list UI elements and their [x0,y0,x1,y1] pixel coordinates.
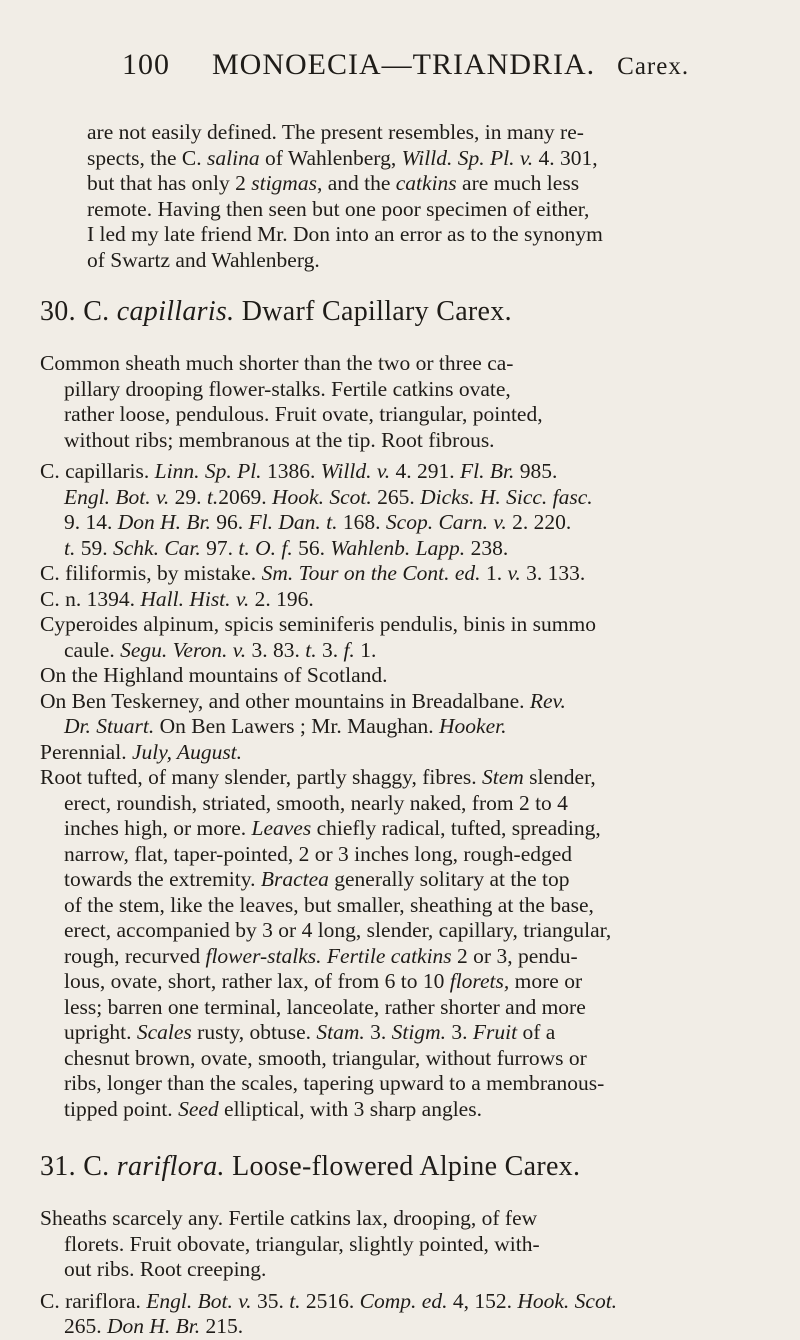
text-line: out ribs. Root creeping. [64,1257,267,1281]
synonymy-31 [40,1289,762,1340]
text-line: without ribs; membranous at the tip. Root fibrous. [64,427,495,452]
text-line: rather loose, pendulous. Fruit ovate, triangular, pointed, [64,402,543,426]
species-heading-31: 31. C. rariflora. Loose-flowered Alpine Carex. [40,1151,581,1182]
text-line: Sheaths scarcely any. Fertile catkins lax, drooping, of few [40,1206,538,1230]
text-line: erect, accompanied by 3 or 4 long, slender, capillary, triangular, [64,918,612,942]
species-diagnosis-31 [40,1206,762,1283]
text-line: Engl. Bot. v. 29. t.2069. Hook. Scot. 265. Dicks. H. Sicc. fasc. [64,484,593,509]
text-line: C. n. 1394. Hall. Hist. v. 2. 196. [40,586,314,611]
text-line: of Swartz and Wahlenberg. [87,247,320,272]
habitat-30 [40,663,762,765]
text-line: On the Highland mountains of Scotland. [40,663,388,687]
species-diagnosis-30 [40,351,762,453]
text-line: florets. Fruit obovate, triangular, slightly pointed, with- [64,1231,540,1256]
text-line: t. 59. Schk. Car. 97. t. O. f. 56. Wahlenb. Lapp. 238. [64,535,509,560]
running-header [122,48,742,82]
text-line: lous, ovate, short, rather lax, of from 6 to 10 florets, more or [64,969,583,993]
text-line: of the stem, like the leaves, but smaller, sheathing at the base, [64,892,594,917]
text-line: C. rariflora. Engl. Bot. v. 35. t. 2516. Comp. ed. 4, 152. Hook. Scot. [40,1288,618,1313]
text-line: I led my late friend Mr. Don into an error as to the synonym [87,222,603,246]
species-heading-30: 30. C. capillaris. Dwarf Capillary Carex. [40,296,512,327]
text-line: upright. Scales rusty, obtuse. Stam. 3. Stigm. 3. Fruit of a [64,1020,556,1044]
text-line: rough, recurved flower-stalks. Fertile catkins 2 or 3, pendu- [64,943,578,968]
text-line: pillary drooping flower-stalks. Fertile catkins ovate, [64,376,511,401]
text-line: Common sheath much shorter than the two or three ca- [40,351,514,375]
continuation-paragraph [40,120,762,273]
text-line: remote. Having then seen but one poor specimen of either, [87,196,590,221]
text-line: tipped point. Seed elliptical, with 3 sharp angles. [64,1096,482,1121]
text-line: 265. Don H. Br. 215. [64,1314,244,1338]
text-line: ribs, longer than the scales, tapering upward to a membranous- [64,1071,605,1095]
page-number: 100 [122,48,170,81]
text-line: inches high, or more. Leaves chiefly radical, tufted, spreading, [64,816,601,840]
text-line: Dr. Stuart. On Ben Lawers ; Mr. Maughan. Hooker. [64,714,507,738]
text-line: caule. Segu. Veron. v. 3. 83. t. 3. f. 1. [64,637,377,662]
text-line: C. filiformis, by mistake. Sm. Tour on the Cont. ed. 1. v. 3. 133. [40,561,586,585]
text-line: narrow, flat, taper-pointed, 2 or 3 inches long, rough-edged [64,841,573,866]
page-title: MONOECIA—TRIANDRIA. [212,48,596,81]
description-30 [40,765,762,1122]
text-line: less; barren one terminal, lanceolate, rather shorter and more [64,994,586,1019]
text-line: Cyperoides alpinum, spicis seminiferis pendulis, binis in summo [40,612,596,636]
text-line: On Ben Teskerney, and other mountains in Breadalbane. Rev. [40,688,566,713]
genus-heading: Carex. [617,53,690,80]
synonymy-30 [40,459,762,663]
page-body [40,120,762,1340]
text-line: Perennial. July, August. [40,739,243,764]
text-line: spects, the C. salina of Wahlenberg, Willd. Sp. Pl. v. 4. 301, [87,145,598,170]
text-line: but that has only 2 stigmas, and the catkins are much less [87,171,580,195]
text-line: Root tufted, of many slender, partly shaggy, fibres. Stem slender, [40,765,596,789]
text-line: towards the extremity. Bractea generally solitary at the top [64,867,570,891]
text-line: erect, roundish, striated, smooth, nearly naked, from 2 to 4 [64,790,568,815]
text-line: C. capillaris. Linn. Sp. Pl. 1386. Willd. v. 4. 291. Fl. Br. 985. [40,459,558,483]
text-line: are not easily defined. The present resembles, in many re- [87,120,584,144]
text-line: 9. 14. Don H. Br. 96. Fl. Dan. t. 168. Scop. Carn. v. 2. 220. [64,510,572,534]
text-line: chesnut brown, ovate, smooth, triangular, without furrows or [64,1045,587,1070]
